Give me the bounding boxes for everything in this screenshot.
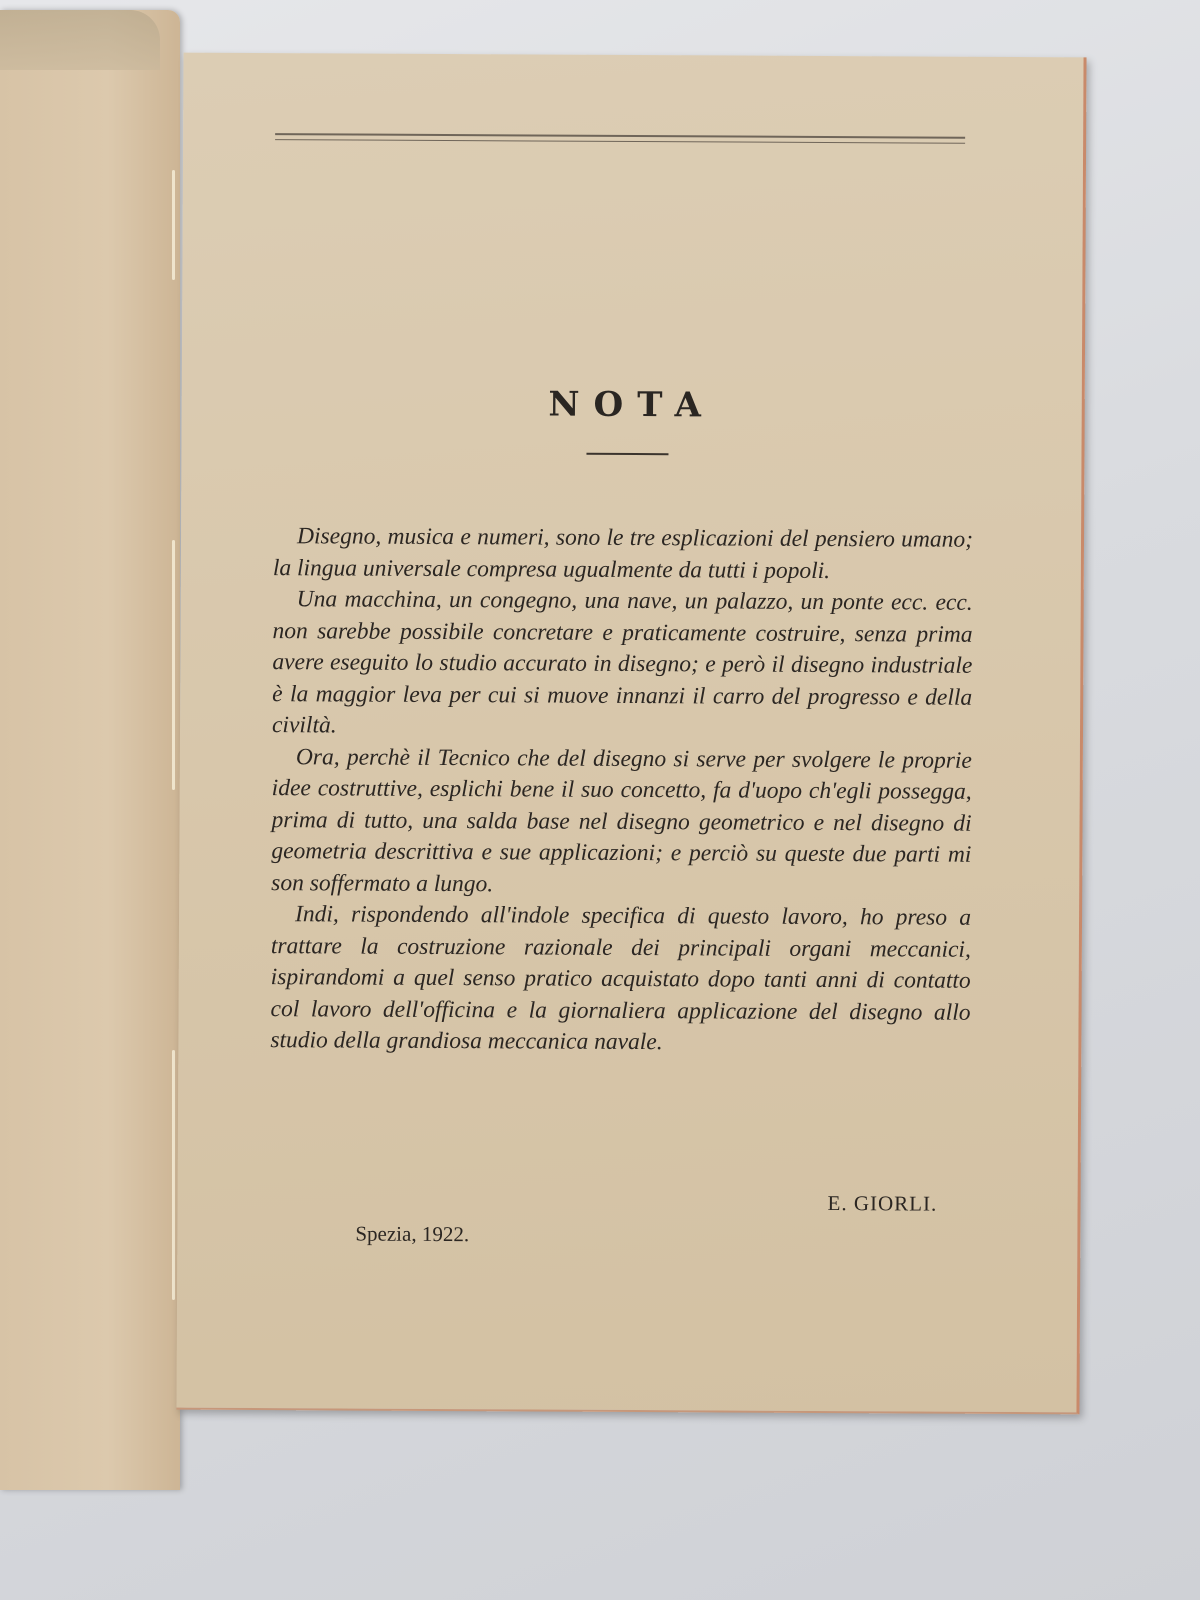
binding-stitch xyxy=(172,540,175,790)
paragraph: Disegno, musica e numeri, sono le tre esplicazioni del pensiero umano; la lingua universale compresa ugualmente da tutti i popoli. xyxy=(272,523,974,584)
header-rule xyxy=(275,133,965,139)
left-page-edge xyxy=(0,10,160,70)
title-underline xyxy=(586,453,668,455)
binding-stitch xyxy=(172,170,175,280)
place-date: Spezia, 1922. xyxy=(355,1221,470,1247)
paragraph: Ora, perchè il Tecnico che del disegno si serve per svolgere le proprie idee costruttive, esplichi bene il suo concetto, fa d'uopo ch'egli possegga, prima di tutto, una salda base nel disegno geometrico e nel disegno di geometria descrittiva e sue applicazioni; e perciò su queste due parti mi son soffermato a lungo. xyxy=(271,743,972,897)
book-page xyxy=(176,53,1086,1415)
author-signature: E. GIORLI. xyxy=(827,1191,938,1216)
paragraph: Una macchina, un congegno, una nave, un palazzo, un ponte ecc. ecc. non sarebbe possibile concretare e praticamente costruire, senza prima avere eseguito lo studio accurato in disegno; e però il disegno industriale è la maggior leva per cui si muove innanzi il carro del progresso e della civiltà. xyxy=(271,586,973,739)
paragraph: Indi, rispondendo all'indole specifica di questo lavoro, ho preso a trattare la costruzione razionale dei principali organi meccanici, ispirandomi a quel senso pratico acquistato dopo tanti anni di contatto col lavoro dell'officina e la giornaliera applicazione del disegno allo studio della grandiosa meccanica navale. xyxy=(270,901,972,1056)
page-title: NOTA xyxy=(548,384,716,426)
note-body xyxy=(270,521,973,1060)
binding-stitch xyxy=(172,1050,175,1300)
left-book-page xyxy=(0,10,180,1490)
header-rule-thin xyxy=(275,139,965,144)
